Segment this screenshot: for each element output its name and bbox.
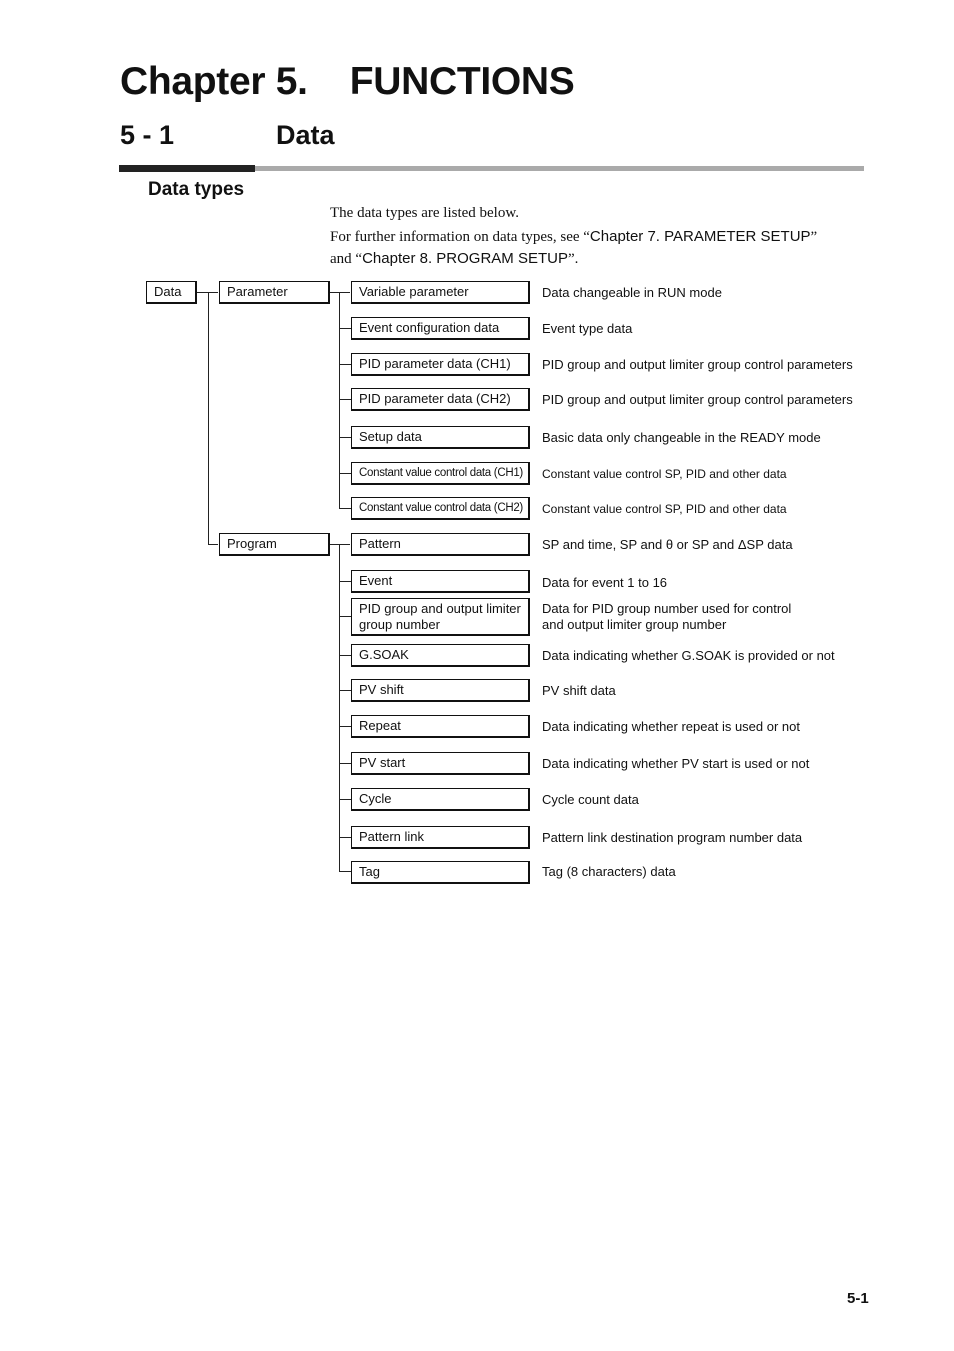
program-desc-tag: Tag (8 characters) data [542,864,676,879]
intro-line-2: For further information on data types, see “Chapter 7. PARAMETER SETUP” [330,228,818,245]
page-number: 5-1 [847,1290,869,1307]
param-desc-pid-ch2: PID group and output limiter group control parameters [542,392,853,407]
program-desc-pattern: SP and time, SP and θ or SP and ΔSP data [542,537,793,552]
program-item-event: Event [351,570,530,593]
intro-line-3: and “Chapter 8. PROGRAM SETUP”. [330,250,579,267]
param-item-constant-ch1: Constant value control data (CH1) [351,462,530,485]
reference-chapter-7: Chapter 7. PARAMETER SETUP [589,228,811,245]
program-desc-repeat: Data indicating whether repeat is used or not [542,719,800,734]
program-item-gsoak: G.SOAK [351,644,530,667]
program-desc-cycle: Cycle count data [542,792,639,807]
program-item-repeat: Repeat [351,715,530,738]
program-item-pattern-link: Pattern link [351,826,530,849]
program-item-tag: Tag [351,861,530,884]
program-item-pid-group: PID group and output limiter group number [351,598,530,636]
program-desc-pv-shift: PV shift data [542,683,616,698]
section-number: 5 - 1 [120,120,175,150]
program-desc-event: Data for event 1 to 16 [542,575,668,590]
chapter-name: FUNCTIONS [349,60,575,103]
param-item-event-configuration: Event configuration data [351,317,530,340]
tree-root-data: Data [146,281,197,304]
param-desc-constant-ch1: Constant value control SP, PID and other data [542,467,787,481]
section-rule-light [255,166,864,171]
param-desc-event-configuration: Event type data [542,321,633,336]
program-desc-pattern-link: Pattern link destination program number data [542,830,803,845]
param-item-pid-ch1: PID parameter data (CH1) [351,353,530,376]
section-rule-dark [119,165,255,172]
tree-branch-parameter: Parameter [219,281,330,304]
section-title [120,120,335,151]
chapter-title [120,60,575,104]
param-desc-setup-data: Basic data only changeable in the READY mode [542,430,821,445]
param-item-setup-data: Setup data [351,426,530,449]
program-item-pattern: Pattern [351,533,530,556]
program-desc-pid-group: Data for PID group number used for control and output limiter group number [542,601,792,632]
intro-line-1: The data types are listed below. [330,205,519,221]
section-name: Data [276,120,335,150]
param-item-pid-ch2: PID parameter data (CH2) [351,388,530,411]
program-item-pv-start: PV start [351,752,530,775]
param-desc-pid-ch1: PID group and output limiter group control parameters [542,357,853,372]
param-desc-constant-ch2: Constant value control SP, PID and other data [542,502,787,516]
program-item-pv-shift: PV shift [351,679,530,702]
param-item-constant-ch2: Constant value control data (CH2) [351,497,530,520]
chapter-number: Chapter 5. [120,60,308,103]
param-desc-variable-parameter: Data changeable in RUN mode [542,285,722,300]
reference-chapter-8: Chapter 8. PROGRAM SETUP [362,250,568,267]
subsection-title: Data types [148,179,245,200]
tree-branch-program: Program [219,533,330,556]
program-desc-pv-start: Data indicating whether PV start is used or not [542,756,810,771]
param-item-variable-parameter: Variable parameter [351,281,530,304]
program-desc-gsoak: Data indicating whether G.SOAK is provided or not [542,648,835,663]
program-item-cycle: Cycle [351,788,530,811]
